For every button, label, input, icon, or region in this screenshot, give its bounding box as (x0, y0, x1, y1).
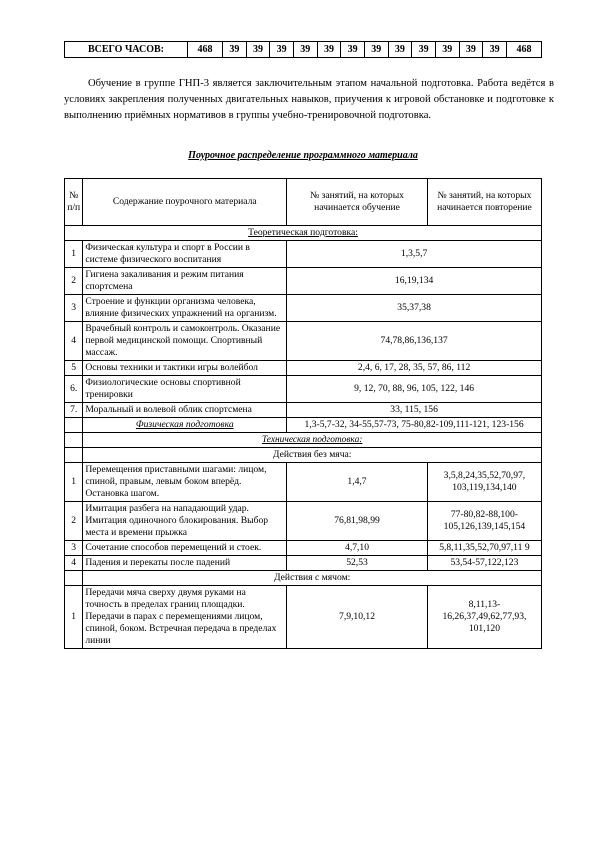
table-row (65, 541, 542, 556)
row-content: Передачи мяча сверху двумя руками на точность в пределах границ площадки. Передачи в парах с перемещениями лицом, спиной, боком. Встречная передача в пределах линии (83, 586, 287, 649)
row-content: Физиологические основы спортивной тренировки (83, 376, 287, 403)
theory-section-title: Теоретическая подготовка: (65, 226, 542, 241)
physical-prep-label: Физическая подготовка (83, 418, 287, 433)
row-lessons: 1,3,5,7 (287, 241, 542, 268)
month-hours: 39 (435, 42, 459, 58)
row-num: 3 (65, 295, 83, 322)
row-content: Перемещения приставными шагами: лицом, спиной, правым, левым боком вперёд. Остановка шагом. (83, 463, 287, 502)
row-start: 4,7,10 (287, 541, 428, 556)
table-row (65, 376, 542, 403)
total-hours-label: ВСЕГО ЧАСОВ: (65, 42, 188, 58)
header-num: № п/п (65, 179, 83, 226)
table-row (65, 295, 542, 322)
row-repeat: 3,5,8,24,35,52,70,97, 103,119,134,140 (427, 463, 541, 502)
table-row (65, 556, 542, 571)
month-hours: 39 (270, 42, 294, 58)
row-num: 5 (65, 361, 83, 376)
row-content: Сочетание способов перемещений и стоек. (83, 541, 287, 556)
table-row (65, 502, 542, 541)
month-hours: 39 (483, 42, 507, 58)
header-repeat: № занятий, на которых начинается повторение (427, 179, 541, 226)
intro-paragraph (64, 76, 554, 124)
row-num: 7. (65, 403, 83, 418)
month-hours: 39 (293, 42, 317, 58)
month-hours: 39 (223, 42, 247, 58)
row-content: Имитация разбега на нападающий удар. Имитация одиночного блокирования. Выбор места и времени прыжка (83, 502, 287, 541)
physical-prep-lessons: 1,3-5,7-32, 34-55,57-73, 75-80,82-109,111-121, 123-156 (287, 418, 542, 433)
physical-prep-row (65, 418, 542, 433)
row-num: 1 (65, 241, 83, 268)
table-row (65, 361, 542, 376)
header-start: № занятий, на которых начинается обучение (287, 179, 428, 226)
row-num: 6. (65, 376, 83, 403)
row-start: 52,53 (287, 556, 428, 571)
table-row (65, 403, 542, 418)
no-ball-section-title: Действия без мяча: (83, 448, 542, 463)
row-num: 4 (65, 556, 83, 571)
row-content: Гигиена закаливания и режим питания спортсмена (83, 268, 287, 295)
row-num: 3 (65, 541, 83, 556)
row-num: 2 (65, 268, 83, 295)
row-lessons: 74,78,86,136,137 (287, 322, 542, 361)
row-num: 4 (65, 322, 83, 361)
ball-section-title: Действия с мячом: (83, 571, 542, 586)
month-hours: 39 (459, 42, 483, 58)
table-header-row (65, 179, 542, 226)
row-content: Моральный и волевой облик спортсмена (83, 403, 287, 418)
row-num-empty (65, 433, 83, 448)
row-repeat: 5,8,11,35,52,70,97,11 9 (427, 541, 541, 556)
row-content: Врачебный контроль и самоконтроль. Оказание первой медицинской помощи. Спортивный массаж. (83, 322, 287, 361)
row-start: 76,81,98,99 (287, 502, 428, 541)
row-num-empty (65, 448, 83, 463)
row-lessons: 35,37,38 (287, 295, 542, 322)
table-row (65, 322, 542, 361)
table-row (65, 241, 542, 268)
total-hours-right: 468 (507, 42, 542, 58)
month-hours: 39 (246, 42, 270, 58)
row-num: 1 (65, 586, 83, 649)
section-subtitle: Поурочное распределение программного материала (188, 150, 418, 161)
row-lessons: 16,19,134 (287, 268, 542, 295)
row-content: Падения и перекаты после падений (83, 556, 287, 571)
row-lessons: 2,4, 6, 17, 28, 35, 57, 86, 112 (287, 361, 542, 376)
row-repeat: 8,11,13-16,26,37,49,62,77,93, 101,120 (427, 586, 541, 649)
row-start: 7,9,10,12 (287, 586, 428, 649)
lesson-plan-table (64, 178, 542, 649)
row-content: Физическая культура и спорт в России в системе физического воспитания (83, 241, 287, 268)
month-hours: 39 (364, 42, 388, 58)
tech-section-title: Техническая подготовка: (83, 433, 542, 448)
row-lessons: 33, 115, 156 (287, 403, 542, 418)
row-repeat: 53,54-57,122,123 (427, 556, 541, 571)
total-hours-row (64, 41, 542, 58)
table-row (65, 268, 542, 295)
total-hours-left: 468 (188, 42, 223, 58)
row-start: 1,4,7 (287, 463, 428, 502)
month-hours: 39 (388, 42, 412, 58)
row-content: Строение и функции организма человека, влияние физических упражнений на организм. (83, 295, 287, 322)
row-num: 2 (65, 502, 83, 541)
row-num: 1 (65, 463, 83, 502)
month-hours: 39 (317, 42, 341, 58)
row-num-empty (65, 571, 83, 586)
month-hours: 39 (412, 42, 436, 58)
month-hours: 39 (341, 42, 365, 58)
header-content: Содержание поурочного материала (83, 179, 287, 226)
row-num-empty (65, 418, 83, 433)
row-content: Основы техники и тактики игры волейбол (83, 361, 287, 376)
row-repeat: 77-80,82-88,100-105,126,139,145,154 (427, 502, 541, 541)
table-row (65, 586, 542, 649)
table-row (65, 463, 542, 502)
intro-text: Обучение в группе ГНП-3 является заключительным этапом начальной подготовка. Работа ведётся в условиях закрепления полученных двигательных навыков, приучения к игровой обстановке и подготовке к выполнению приёмных нормативов в группы учебно-тренировочной подготовка. (64, 78, 554, 121)
row-lessons: 9, 12, 70, 88, 96, 105, 122, 146 (287, 376, 542, 403)
